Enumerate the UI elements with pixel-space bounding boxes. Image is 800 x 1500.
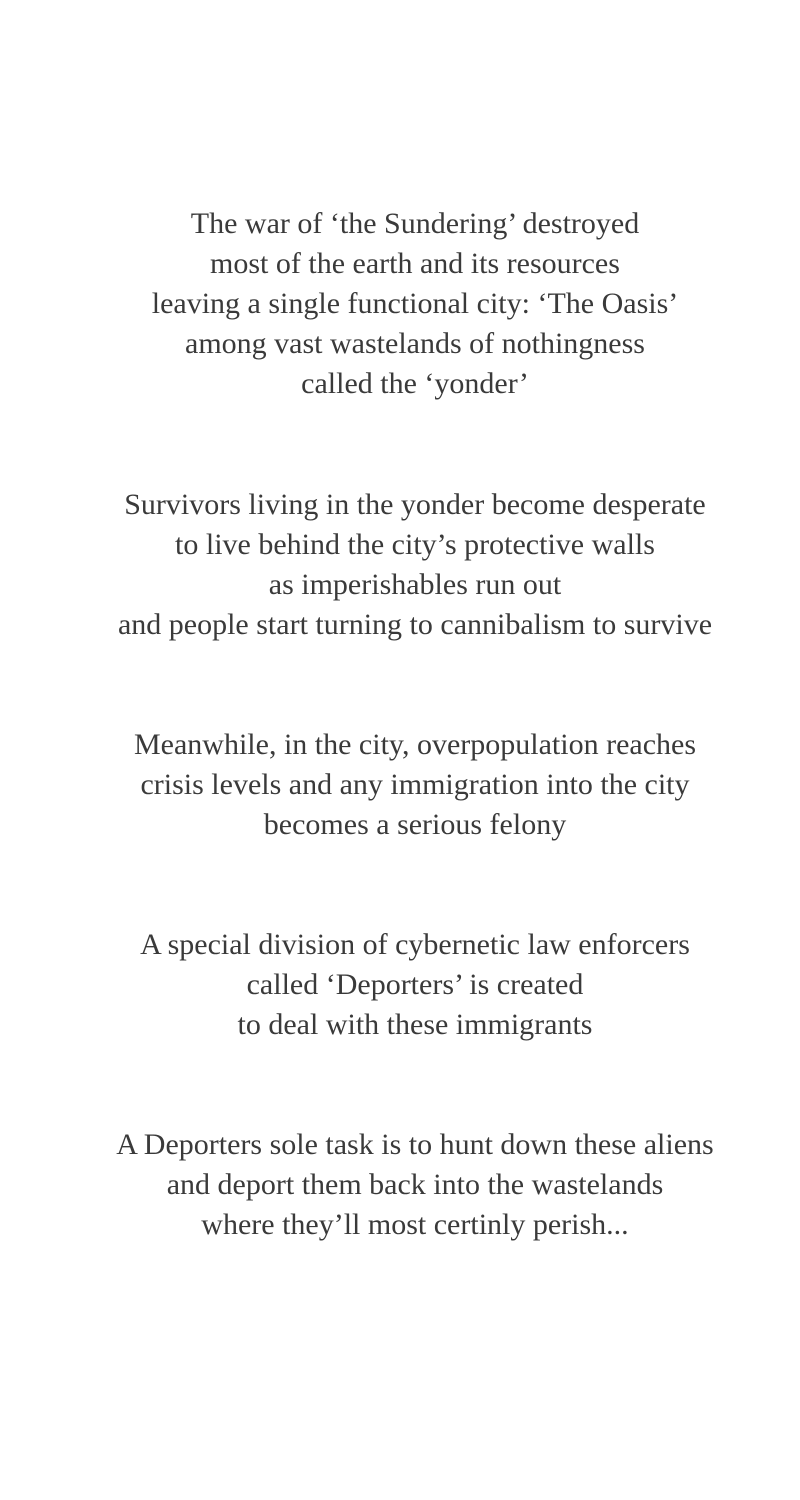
paragraph-line: where they’ll most certinly perish... [201, 1208, 629, 1241]
paragraph-line: and people start turning to cannibalism to survive [117, 608, 713, 641]
paragraph-deporters-task [0, 1125, 800, 1245]
paragraph-line: among vast wastelands of nothingness [185, 327, 645, 360]
paragraph-line: crisis levels and any immigration into the city [140, 768, 690, 801]
paragraph-line: leaving a single functional city: ‘The Oasis’ [151, 287, 679, 320]
paragraph-line: and deport them back into the wastelands [166, 1168, 664, 1201]
paragraph-line: to deal with these immigrants [237, 1008, 593, 1041]
paragraph-line: A Deporters sole task is to hunt down these aliens [116, 1128, 714, 1161]
paragraph-line: called ‘Deporters’ is created [246, 968, 584, 1001]
paragraph-line: to live behind the city’s protective walls [175, 528, 655, 561]
paragraph-line: A special division of cybernetic law enforcers [140, 928, 690, 961]
paragraph-line: called the ‘yonder’ [301, 367, 529, 400]
paragraph-overpopulation [0, 725, 800, 845]
paragraph-line: becomes a serious felony [263, 808, 567, 841]
paragraph-line: Survivors living in the yonder become desperate [124, 488, 706, 521]
paragraph-line: The war of ‘the Sundering’ destroyed [190, 207, 640, 240]
paragraph-line: most of the earth and its resources [210, 247, 620, 280]
paragraph-deporters-division [0, 925, 800, 1045]
paragraph-survivors [0, 485, 800, 645]
paragraph-line: Meanwhile, in the city, overpopulation reaches [133, 728, 697, 761]
paragraph-sundering [0, 204, 800, 404]
paragraph-line: as imperishables run out [268, 568, 562, 601]
